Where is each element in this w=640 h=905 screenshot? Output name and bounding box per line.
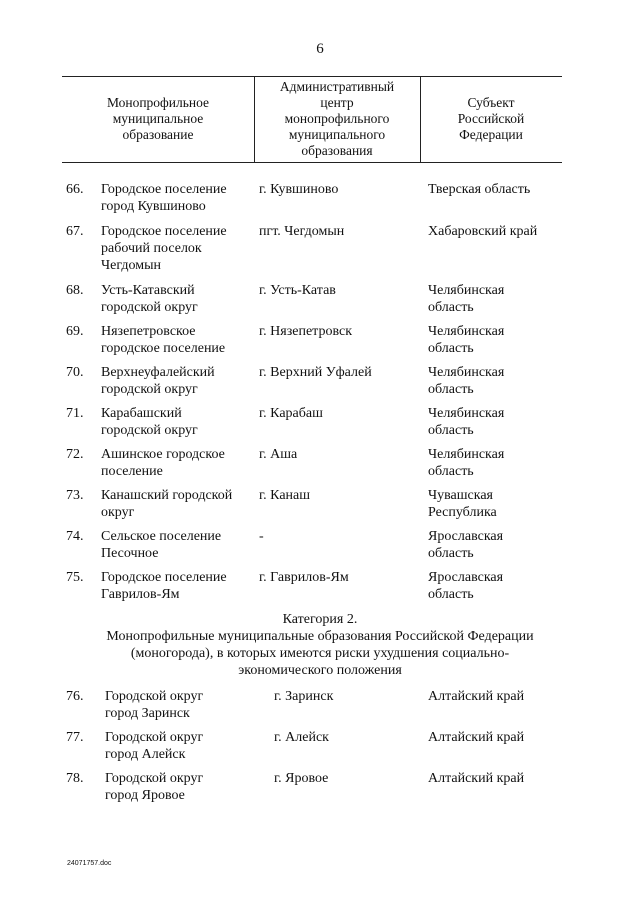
document-filename: 24071757.doc — [67, 860, 112, 867]
row-admin-center: г. Аша — [259, 447, 298, 462]
page-number: 6 — [316, 41, 324, 57]
row-municipality: Канашский городской округ — [101, 488, 233, 520]
row-federal-subject: Алтайский край — [428, 771, 525, 786]
row-federal-subject: Челябинская область — [428, 406, 505, 438]
row-federal-subject: Тверская область — [428, 182, 531, 197]
header-municipality: Монопрофильное муниципальное образование — [106, 95, 210, 142]
row-admin-center: г. Усть-Катав — [259, 283, 336, 298]
row-municipality: Городской округ город Заринск — [105, 689, 204, 721]
row-municipality: Верхнеуфалейский городской округ — [101, 365, 215, 397]
row-admin-center: г. Верхний Уфалей — [259, 365, 372, 380]
row-municipality: Нязепетровское городское поселение — [101, 324, 226, 356]
row-admin-center: - — [259, 529, 264, 544]
row-municipality: Усть-Катавский городской округ — [101, 283, 198, 315]
row-admin-center: г. Канаш — [259, 488, 311, 503]
row-municipality: Городской округ город Яровое — [105, 771, 204, 803]
header-federal-subject: Субъект Российской Федерации — [457, 95, 525, 142]
row-number: 71. — [66, 406, 84, 421]
row-admin-center: пгт. Чегдомын — [259, 224, 345, 239]
row-admin-center: г. Нязепетровск — [259, 324, 352, 339]
row-admin-center: г. Карабаш — [259, 406, 323, 421]
category-description: Монопрофильные муниципальные образования Российской Федерации (моногорода), в которых имеются риски ухудшения социально- экономического положения — [106, 629, 534, 678]
row-number: 74. — [66, 529, 84, 544]
row-number: 66. — [66, 182, 84, 197]
row-number: 68. — [66, 283, 84, 298]
row-admin-center: г. Алейск — [274, 730, 329, 745]
row-number: 70. — [66, 365, 84, 380]
row-federal-subject: Ярославская область — [428, 570, 504, 602]
row-number: 73. — [66, 488, 84, 503]
table-header-bottom-rule — [62, 162, 562, 163]
row-federal-subject: Челябинская область — [428, 447, 505, 479]
row-municipality: Городское поселение Гаврилов-Ям — [101, 570, 227, 602]
row-federal-subject: Челябинская область — [428, 283, 505, 315]
row-municipality: Сельское поселение Песочное — [101, 529, 222, 561]
row-number: 67. — [66, 224, 84, 239]
row-number: 78. — [66, 771, 84, 786]
row-number: 75. — [66, 570, 84, 585]
row-federal-subject: Алтайский край — [428, 689, 525, 704]
row-municipality: Городское поселение рабочий поселок Чегдомын — [101, 224, 227, 273]
category-title: Категория 2. — [282, 612, 358, 627]
row-number: 76. — [66, 689, 84, 704]
row-federal-subject: Алтайский край — [428, 730, 525, 745]
row-municipality: Карабашский городской округ — [101, 406, 198, 438]
row-number: 77. — [66, 730, 84, 745]
row-admin-center: г. Гаврилов-Ям — [259, 570, 349, 585]
row-federal-subject: Чувашская Республика — [428, 488, 497, 520]
header-admin-center: Административный центр монопрофильного муниципального образования — [279, 79, 395, 158]
row-number: 72. — [66, 447, 84, 462]
row-admin-center: г. Яровое — [274, 771, 329, 786]
row-federal-subject: Хабаровский край — [428, 224, 538, 239]
row-number: 69. — [66, 324, 84, 339]
row-federal-subject: Челябинская область — [428, 365, 505, 397]
category-heading — [70, 611, 570, 679]
row-admin-center: г. Кувшиново — [259, 182, 339, 197]
row-municipality: Ашинское городское поселение — [101, 447, 225, 479]
row-admin-center: г. Заринск — [274, 689, 334, 704]
row-federal-subject: Ярославская область — [428, 529, 504, 561]
row-municipality: Городское поселение город Кувшиново — [101, 182, 227, 214]
row-municipality: Городской округ город Алейск — [105, 730, 204, 762]
row-federal-subject: Челябинская область — [428, 324, 505, 356]
